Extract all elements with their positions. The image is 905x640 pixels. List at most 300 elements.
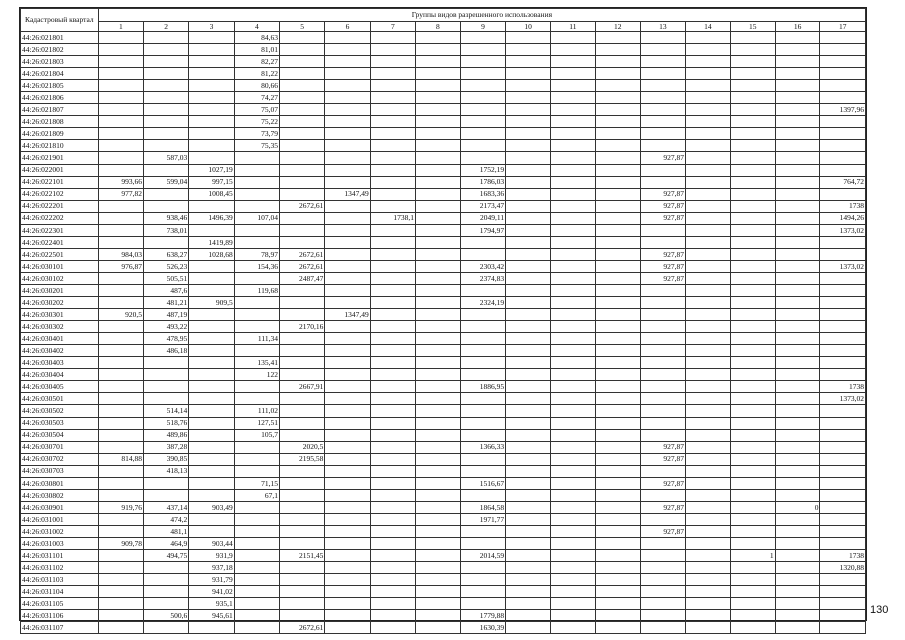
- value-cell: 111,02: [234, 405, 279, 417]
- value-cell: 111,34: [234, 333, 279, 345]
- value-cell: [460, 586, 505, 598]
- value-cell: [279, 188, 324, 200]
- value-cell: 489,86: [144, 429, 189, 441]
- value-cell: 903,49: [189, 501, 234, 513]
- value-cell: [325, 610, 370, 622]
- value-cell: [595, 574, 640, 586]
- table-row: [21, 417, 866, 429]
- value-cell: [595, 224, 640, 236]
- value-cell: [640, 176, 685, 188]
- value-cell: [775, 212, 820, 224]
- value-cell: [685, 525, 730, 537]
- value-cell: [551, 116, 596, 128]
- value-cell: [325, 236, 370, 248]
- value-cell: [460, 465, 505, 477]
- value-cell: [775, 104, 820, 116]
- value-cell: [416, 224, 461, 236]
- value-cell: [189, 477, 234, 489]
- value-cell: [685, 224, 730, 236]
- value-cell: 493,22: [144, 321, 189, 333]
- cadastral-quarter-cell: 44:26:031003: [21, 537, 99, 549]
- value-cell: [551, 357, 596, 369]
- value-cell: 1516,67: [460, 477, 505, 489]
- value-cell: [595, 176, 640, 188]
- value-cell: [506, 369, 551, 381]
- value-cell: [775, 369, 820, 381]
- value-cell: [551, 44, 596, 56]
- value-cell: [640, 116, 685, 128]
- value-cell: [460, 333, 505, 345]
- value-cell: [551, 345, 596, 357]
- value-cell: 764,72: [820, 176, 866, 188]
- value-cell: [595, 429, 640, 441]
- value-cell: [685, 260, 730, 272]
- value-cell: [775, 80, 820, 92]
- column-number-8: 8: [416, 22, 461, 32]
- value-cell: [416, 477, 461, 489]
- value-cell: [370, 513, 415, 525]
- value-cell: [279, 224, 324, 236]
- value-cell: [370, 586, 415, 598]
- value-cell: [730, 574, 775, 586]
- value-cell: [460, 345, 505, 357]
- value-cell: [416, 501, 461, 513]
- value-cell: 920,5: [98, 309, 143, 321]
- table-row: [21, 405, 866, 417]
- value-cell: 107,04: [234, 212, 279, 224]
- cadastral-quarter-cell: 44:26:030701: [21, 441, 99, 453]
- value-cell: [551, 550, 596, 562]
- value-cell: 1373,02: [820, 224, 866, 236]
- value-cell: [506, 176, 551, 188]
- value-cell: [595, 453, 640, 465]
- cadastral-quarter-cell: 44:26:022201: [21, 200, 99, 212]
- value-cell: [416, 622, 461, 634]
- cadastral-header: Кадастровый квартал: [21, 9, 99, 32]
- value-cell: [820, 140, 866, 152]
- value-cell: [370, 465, 415, 477]
- value-cell: [820, 477, 866, 489]
- value-cell: 2151,45: [279, 550, 324, 562]
- table-row: [21, 128, 866, 140]
- value-cell: [506, 465, 551, 477]
- value-cell: 75,22: [234, 116, 279, 128]
- value-cell: 2195,58: [279, 453, 324, 465]
- cadastral-quarter-cell: 44:26:030301: [21, 309, 99, 321]
- table-row: [21, 32, 866, 44]
- value-cell: [730, 164, 775, 176]
- value-cell: [279, 417, 324, 429]
- value-cell: [325, 550, 370, 562]
- value-cell: [730, 417, 775, 429]
- value-cell: [460, 598, 505, 610]
- value-cell: [370, 272, 415, 284]
- value-cell: [775, 188, 820, 200]
- value-cell: 105,7: [234, 429, 279, 441]
- value-cell: [506, 140, 551, 152]
- value-cell: [279, 140, 324, 152]
- value-cell: 1366,33: [460, 441, 505, 453]
- cadastral-quarter-cell: 44:26:030901: [21, 501, 99, 513]
- value-cell: [144, 393, 189, 405]
- table-row: [21, 176, 866, 188]
- value-cell: [98, 80, 143, 92]
- table-row: [21, 56, 866, 68]
- value-cell: [820, 622, 866, 634]
- value-cell: [144, 44, 189, 56]
- value-cell: [640, 284, 685, 296]
- value-cell: [370, 140, 415, 152]
- value-cell: [820, 116, 866, 128]
- value-cell: [370, 188, 415, 200]
- value-cell: [234, 537, 279, 549]
- value-cell: [595, 550, 640, 562]
- value-cell: [279, 586, 324, 598]
- value-cell: [234, 441, 279, 453]
- value-cell: [685, 92, 730, 104]
- value-cell: [370, 236, 415, 248]
- value-cell: [730, 272, 775, 284]
- value-cell: [775, 537, 820, 549]
- value-cell: [820, 574, 866, 586]
- value-cell: [730, 92, 775, 104]
- value-cell: [685, 381, 730, 393]
- value-cell: [98, 284, 143, 296]
- value-cell: [775, 309, 820, 321]
- value-cell: 909,5: [189, 297, 234, 309]
- value-cell: 1864,58: [460, 501, 505, 513]
- value-cell: [730, 188, 775, 200]
- value-cell: 1752,19: [460, 164, 505, 176]
- value-cell: [506, 513, 551, 525]
- value-cell: 2014,59: [460, 550, 505, 562]
- value-cell: [506, 357, 551, 369]
- value-cell: [279, 369, 324, 381]
- value-cell: [460, 429, 505, 441]
- column-number-13: 13: [640, 22, 685, 32]
- value-cell: [98, 598, 143, 610]
- value-cell: 1373,02: [820, 260, 866, 272]
- value-cell: [370, 176, 415, 188]
- value-cell: 941,02: [189, 586, 234, 598]
- value-cell: [685, 68, 730, 80]
- value-cell: [820, 525, 866, 537]
- value-cell: 500,6: [144, 610, 189, 622]
- value-cell: [189, 345, 234, 357]
- table-row: [21, 622, 866, 634]
- value-cell: [234, 525, 279, 537]
- value-cell: [279, 598, 324, 610]
- value-cell: [685, 441, 730, 453]
- value-cell: [234, 393, 279, 405]
- value-cell: [551, 610, 596, 622]
- value-cell: [325, 92, 370, 104]
- value-cell: 997,15: [189, 176, 234, 188]
- value-cell: [370, 357, 415, 369]
- value-cell: [325, 513, 370, 525]
- table-row: [21, 200, 866, 212]
- value-cell: [820, 369, 866, 381]
- value-cell: [595, 405, 640, 417]
- value-cell: [460, 453, 505, 465]
- value-cell: 481,21: [144, 297, 189, 309]
- value-cell: [730, 477, 775, 489]
- value-cell: [325, 441, 370, 453]
- cadastral-quarter-cell: 44:26:022102: [21, 188, 99, 200]
- value-cell: [730, 537, 775, 549]
- value-cell: [416, 116, 461, 128]
- cadastral-quarter-cell: 44:26:030403: [21, 357, 99, 369]
- value-cell: 927,87: [640, 477, 685, 489]
- value-cell: [506, 116, 551, 128]
- value-cell: [460, 44, 505, 56]
- value-cell: 738,01: [144, 224, 189, 236]
- value-cell: [775, 574, 820, 586]
- value-cell: [416, 44, 461, 56]
- value-cell: [416, 513, 461, 525]
- value-cell: [460, 574, 505, 586]
- table-row: [21, 44, 866, 56]
- cadastral-quarter-cell: 44:26:022001: [21, 164, 99, 176]
- value-cell: [685, 44, 730, 56]
- value-cell: [98, 164, 143, 176]
- value-cell: [416, 200, 461, 212]
- value-cell: [775, 56, 820, 68]
- groups-title: Группы видов разрешенного использования: [98, 9, 865, 22]
- value-cell: [234, 586, 279, 598]
- value-cell: [551, 140, 596, 152]
- value-cell: [189, 622, 234, 634]
- value-cell: [460, 357, 505, 369]
- value-cell: [820, 441, 866, 453]
- value-cell: [234, 176, 279, 188]
- value-cell: [595, 200, 640, 212]
- value-cell: [370, 128, 415, 140]
- value-cell: [730, 501, 775, 513]
- value-cell: 919,76: [98, 501, 143, 513]
- value-cell: [460, 32, 505, 44]
- value-cell: [551, 200, 596, 212]
- value-cell: [325, 140, 370, 152]
- value-cell: 984,03: [98, 248, 143, 260]
- table-row: [21, 429, 866, 441]
- value-cell: [234, 550, 279, 562]
- value-cell: [640, 550, 685, 562]
- table-row: [21, 586, 866, 598]
- value-cell: [144, 622, 189, 634]
- value-cell: [595, 284, 640, 296]
- value-cell: [460, 309, 505, 321]
- value-cell: [416, 140, 461, 152]
- value-cell: [279, 128, 324, 140]
- value-cell: [325, 200, 370, 212]
- value-cell: [820, 405, 866, 417]
- value-cell: 526,23: [144, 260, 189, 272]
- value-cell: [189, 441, 234, 453]
- value-cell: [506, 441, 551, 453]
- table-row: [21, 345, 866, 357]
- value-cell: [98, 465, 143, 477]
- value-cell: [98, 104, 143, 116]
- value-cell: [551, 309, 596, 321]
- value-cell: [189, 429, 234, 441]
- value-cell: [370, 369, 415, 381]
- value-cell: 122: [234, 369, 279, 381]
- cadastral-quarter-cell: 44:26:030502: [21, 405, 99, 417]
- value-cell: [279, 44, 324, 56]
- value-cell: [551, 188, 596, 200]
- cadastral-quarter-cell: 44:26:022501: [21, 248, 99, 260]
- value-cell: 1397,96: [820, 104, 866, 116]
- value-cell: [234, 224, 279, 236]
- column-number-14: 14: [685, 22, 730, 32]
- cadastral-quarter-cell: 44:26:022202: [21, 212, 99, 224]
- table-row: [21, 537, 866, 549]
- value-cell: [370, 453, 415, 465]
- cadastral-quarter-cell: 44:26:022401: [21, 236, 99, 248]
- value-cell: [775, 477, 820, 489]
- value-cell: [775, 465, 820, 477]
- value-cell: 927,87: [640, 441, 685, 453]
- value-cell: [506, 405, 551, 417]
- value-cell: [234, 453, 279, 465]
- value-cell: [144, 586, 189, 598]
- column-number-1: 1: [98, 22, 143, 32]
- value-cell: [144, 188, 189, 200]
- value-cell: 1794,97: [460, 224, 505, 236]
- table-row: [21, 104, 866, 116]
- value-cell: [460, 68, 505, 80]
- value-cell: [144, 236, 189, 248]
- value-cell: [370, 44, 415, 56]
- value-cell: [144, 357, 189, 369]
- value-cell: [595, 44, 640, 56]
- value-cell: [279, 489, 324, 501]
- value-cell: [279, 501, 324, 513]
- value-cell: [144, 164, 189, 176]
- value-cell: [730, 453, 775, 465]
- value-cell: [820, 513, 866, 525]
- table-row: [21, 393, 866, 405]
- cadastral-quarter-cell: 44:26:030101: [21, 260, 99, 272]
- value-cell: [460, 525, 505, 537]
- value-cell: [820, 297, 866, 309]
- value-cell: [98, 562, 143, 574]
- value-cell: [730, 598, 775, 610]
- value-cell: 927,87: [640, 501, 685, 513]
- value-cell: [551, 586, 596, 598]
- value-cell: [325, 104, 370, 116]
- value-cell: 81,01: [234, 44, 279, 56]
- value-cell: [98, 272, 143, 284]
- value-cell: [595, 610, 640, 622]
- value-cell: [730, 56, 775, 68]
- value-cell: [820, 236, 866, 248]
- value-cell: [370, 284, 415, 296]
- value-cell: [820, 248, 866, 260]
- value-cell: [98, 297, 143, 309]
- value-cell: [685, 453, 730, 465]
- value-cell: [189, 525, 234, 537]
- value-cell: [551, 333, 596, 345]
- value-cell: [98, 321, 143, 333]
- value-cell: [279, 284, 324, 296]
- value-cell: [144, 574, 189, 586]
- value-cell: [189, 417, 234, 429]
- value-cell: [775, 381, 820, 393]
- value-cell: [685, 465, 730, 477]
- value-cell: [595, 92, 640, 104]
- value-cell: [144, 104, 189, 116]
- value-cell: [595, 622, 640, 634]
- value-cell: [685, 333, 730, 345]
- value-cell: [325, 369, 370, 381]
- value-cell: 2324,19: [460, 297, 505, 309]
- value-cell: [416, 453, 461, 465]
- value-cell: [98, 357, 143, 369]
- value-cell: [325, 32, 370, 44]
- value-cell: [460, 140, 505, 152]
- value-cell: [416, 152, 461, 164]
- value-cell: [640, 321, 685, 333]
- value-cell: [189, 140, 234, 152]
- value-cell: [416, 429, 461, 441]
- value-cell: 418,13: [144, 465, 189, 477]
- value-cell: [370, 32, 415, 44]
- value-cell: [506, 610, 551, 622]
- value-cell: [506, 200, 551, 212]
- column-number-7: 7: [370, 22, 415, 32]
- value-cell: [685, 188, 730, 200]
- value-cell: [189, 68, 234, 80]
- table-row: [21, 92, 866, 104]
- value-cell: 937,18: [189, 562, 234, 574]
- column-number-15: 15: [730, 22, 775, 32]
- cadastral-quarter-cell: 44:26:030201: [21, 284, 99, 296]
- value-cell: [640, 104, 685, 116]
- value-cell: [595, 562, 640, 574]
- value-cell: [551, 393, 596, 405]
- value-cell: [551, 224, 596, 236]
- value-cell: [144, 56, 189, 68]
- value-cell: [595, 321, 640, 333]
- value-cell: [506, 477, 551, 489]
- value-cell: [325, 333, 370, 345]
- value-cell: [98, 92, 143, 104]
- value-cell: 478,95: [144, 333, 189, 345]
- value-cell: [820, 489, 866, 501]
- cadastral-quarter-cell: 44:26:030402: [21, 345, 99, 357]
- value-cell: [640, 610, 685, 622]
- value-cell: [820, 68, 866, 80]
- value-cell: [685, 200, 730, 212]
- value-cell: [820, 128, 866, 140]
- value-cell: [460, 417, 505, 429]
- value-cell: [416, 68, 461, 80]
- value-cell: [685, 176, 730, 188]
- value-cell: [775, 260, 820, 272]
- value-cell: [325, 417, 370, 429]
- value-cell: [460, 405, 505, 417]
- value-cell: [595, 357, 640, 369]
- value-cell: [685, 236, 730, 248]
- value-cell: [820, 465, 866, 477]
- table-row: [21, 284, 866, 296]
- value-cell: [325, 345, 370, 357]
- value-cell: [685, 248, 730, 260]
- value-cell: [730, 586, 775, 598]
- value-cell: [325, 164, 370, 176]
